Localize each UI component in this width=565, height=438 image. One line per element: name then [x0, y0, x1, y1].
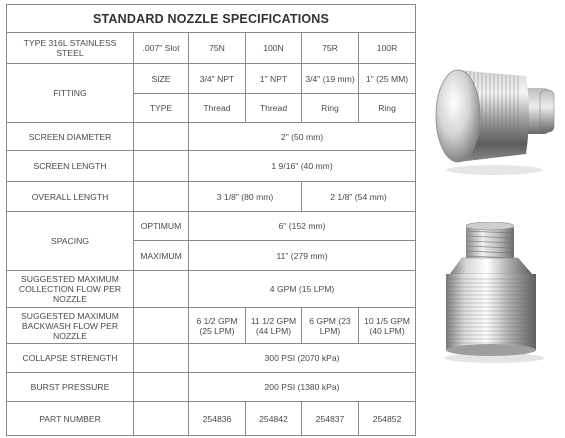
empty-cell [134, 123, 189, 151]
overall-length-row [7, 182, 416, 212]
backwash-flow-100n: 11 1/2 GPM (44 LPM) [246, 308, 302, 344]
model-100r: 100R [359, 33, 416, 64]
burst-pressure-label: BURST PRESSURE [7, 373, 134, 402]
part-number-label: PART NUMBER [7, 402, 134, 436]
empty-cell [134, 344, 189, 373]
screen-diameter-label: SCREEN DIAMETER [7, 123, 134, 151]
header-row [7, 33, 416, 64]
spacing-optimum-label: OPTIMUM [134, 212, 189, 241]
empty-cell [134, 308, 189, 344]
backwash-flow-row [7, 308, 416, 344]
fitting-type-label: TYPE [134, 94, 189, 123]
fitting-label: FITTING [7, 64, 134, 123]
overall-length-thread-value: 3 1/8" (80 mm) [189, 182, 302, 212]
fitting-type-100r: Ring [359, 94, 416, 123]
threaded-nozzle-image [436, 222, 554, 364]
fitting-type-75n: Thread [189, 94, 246, 123]
spacing-maximum-label: MAXIMUM [134, 241, 189, 271]
screen-length-row [7, 151, 416, 182]
spacing-label: SPACING [7, 212, 134, 271]
collection-flow-label: SUGGESTED MAXIMUM COLLECTION FLOW PER NOZZLE [7, 271, 134, 308]
empty-cell [134, 151, 189, 182]
collapse-strength-label: COLLAPSE STRENGTH [7, 344, 134, 373]
fitting-size-label: SIZE [134, 64, 189, 94]
fitting-type-75r: Ring [302, 94, 359, 123]
product-photos [420, 0, 565, 438]
screen-length-label: SCREEN LENGTH [7, 151, 134, 182]
ring-nozzle-image [428, 58, 560, 176]
backwash-flow-100r: 10 1/5 GPM (40 LPM) [359, 308, 416, 344]
spacing-maximum-value: 11" (279 mm) [189, 241, 416, 271]
table-title: STANDARD NOZZLE SPECIFICATIONS [7, 5, 416, 33]
model-100n: 100N [246, 33, 302, 64]
fitting-size-75r: 3/4" (19 mm) [302, 64, 359, 94]
fitting-size-row [7, 64, 416, 94]
empty-cell [134, 182, 189, 212]
empty-cell [134, 373, 189, 402]
fitting-size-75n: 3/4" NPT [189, 64, 246, 94]
fitting-size-100r: 1" (25 MM) [359, 64, 416, 94]
screen-length-value: 1 9/16" (40 mm) [189, 151, 416, 182]
title-row [7, 5, 416, 33]
overall-length-ring-value: 2 1/8" (54 mm) [302, 182, 416, 212]
part-number-100r: 254852 [359, 402, 416, 436]
burst-pressure-row [7, 373, 416, 402]
part-number-75r: 254837 [302, 402, 359, 436]
overall-length-label: OVERALL LENGTH [7, 182, 134, 212]
burst-pressure-value: 200 PSI (1380 kPa) [189, 373, 416, 402]
empty-cell [134, 271, 189, 308]
screen-diameter-value: 2" (50 mm) [189, 123, 416, 151]
fitting-type-100n: Thread [246, 94, 302, 123]
backwash-flow-75r: 6 GPM (23 LPM) [302, 308, 359, 344]
collapse-strength-row [7, 344, 416, 373]
part-number-row [7, 402, 416, 436]
model-75r: 75R [302, 33, 359, 64]
slot-label: .007" Slot [134, 33, 189, 64]
collection-flow-value: 4 GPM (15 LPM) [189, 271, 416, 308]
model-75n: 75N [189, 33, 246, 64]
collection-flow-row [7, 271, 416, 308]
spacing-optimum-row [7, 212, 416, 241]
specifications-table [6, 4, 416, 436]
material-label: TYPE 316L STAINLESS STEEL [7, 33, 134, 64]
empty-cell [134, 402, 189, 436]
screen-diameter-row [7, 123, 416, 151]
backwash-flow-label: SUGGESTED MAXIMUM BACKWASH FLOW PER NOZZLE [7, 308, 134, 344]
part-number-75n: 254836 [189, 402, 246, 436]
fitting-size-100n: 1" NPT [246, 64, 302, 94]
part-number-100n: 254842 [246, 402, 302, 436]
backwash-flow-75n: 6 1/2 GPM (25 LPM) [189, 308, 246, 344]
spacing-optimum-value: 6" (152 mm) [189, 212, 416, 241]
collapse-strength-value: 300 PSI (2070 kPa) [189, 344, 416, 373]
